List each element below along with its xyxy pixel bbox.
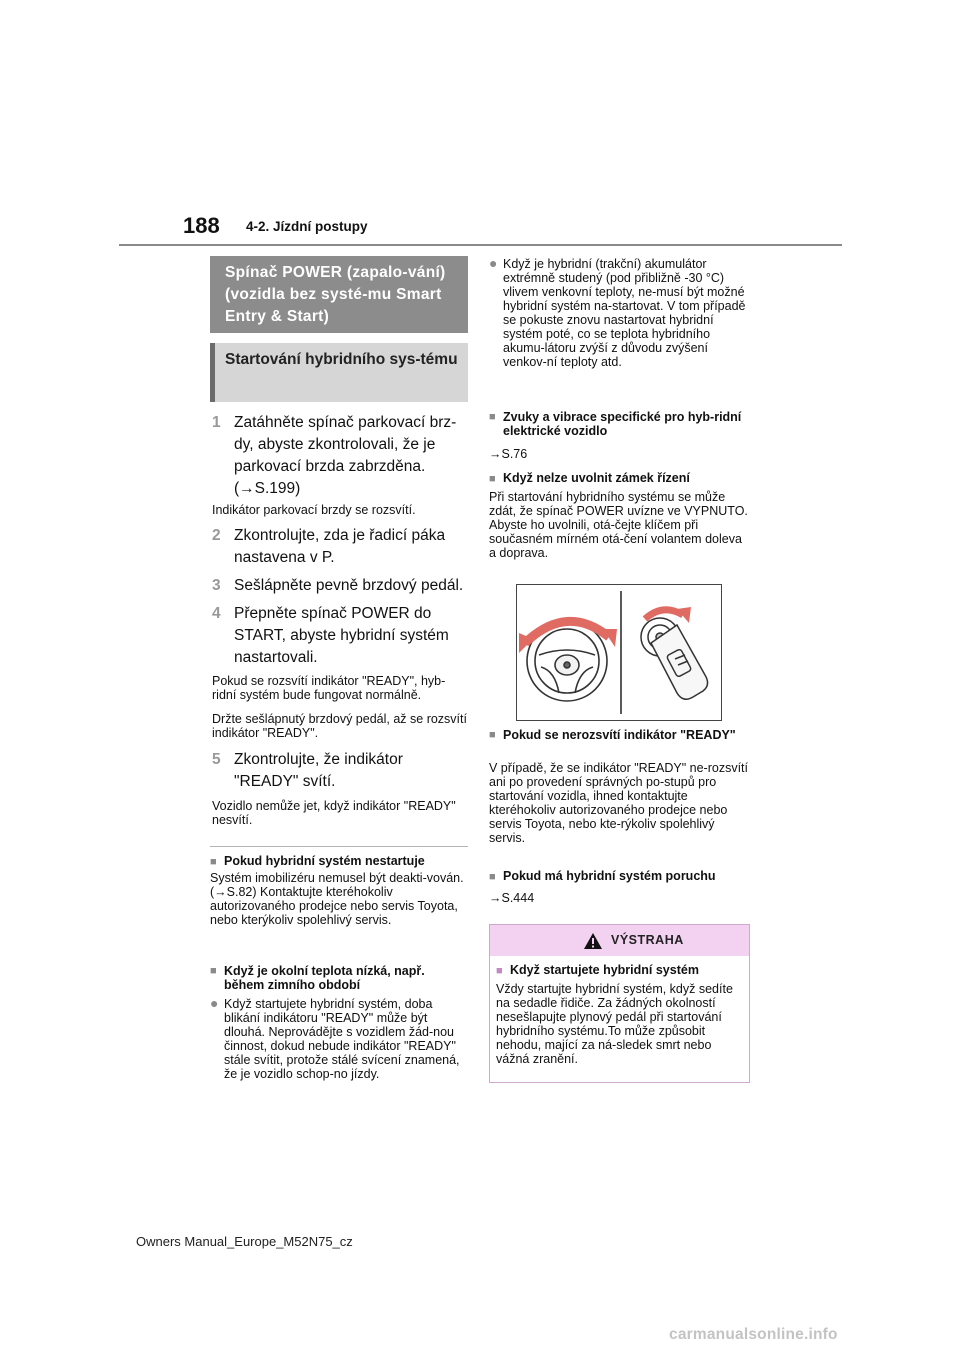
page-number: 188 <box>183 213 220 238</box>
step-text: Přepněte spínač POWER do START, abyste hybridní systém nastartovali. <box>234 605 449 666</box>
step-number: 5 <box>212 751 221 768</box>
header-divider <box>119 244 842 246</box>
warning-box <box>489 924 750 1083</box>
step-text: Zkontrolujte, zda je řadicí páka nastavena v P. <box>234 527 446 566</box>
warning-title: VÝSTRAHA <box>611 933 684 947</box>
step-text: Zkontrolujte, že indikátor "READY" svítí. <box>234 751 403 790</box>
paragraph-steering-lock: Při startování hybridního systému se může zdát, že spínač POWER uvízne ve VYPNUTO. Abyste ho uvolnili, otá-čejte klíčem při současném mírném otá-čení volantem doleva a doprava. <box>489 490 748 560</box>
warning-subheading: ■ Když startujete hybridní systém <box>496 963 699 977</box>
step-1 <box>212 412 468 500</box>
step-3 <box>212 575 468 597</box>
watermark: carmanualsonline.info <box>669 1326 838 1343</box>
steering-key-illustration <box>516 584 722 721</box>
square-bullet-icon: ■ <box>489 729 496 741</box>
step-4-note-ready: Pokud se rozsvítí indikátor "READY", hyb-ridní systém bude fungovat normálně. <box>212 674 446 702</box>
step-number: 3 <box>212 577 221 594</box>
square-bullet-icon: ■ <box>489 871 496 883</box>
subheading-steering-lock: ■ Když nelze uvolnit zámek řízení <box>489 471 690 485</box>
paragraph-ready-off: V případě, že se indikátor "READY" ne-rozsvítí ani po provedení správných po-stupů pro startování vozidla, ihned kontaktujte kteréhokoliv autorizovaného prodejce nebo servis Toyota, nebo kte-rýkoliv spolehlivý servis. <box>489 761 748 845</box>
section-divider <box>210 846 468 847</box>
square-bullet-icon: ■ <box>489 473 496 485</box>
circle-bullet-icon: ● <box>210 995 219 1011</box>
illustration-svg <box>517 585 721 720</box>
bullet-cold-battery: ● Když je hybridní (trakční) akumulátor extrémně studený (pod přibližně -30 °C) vlivem venkovní teploty, ne-musí být možné hybridní systém na-startovat. V tom případě se pokuste znovu nastartovat hybridní systém poté, co se teplota hybridního akumu-látoru zvýší z důvodu zvýšení venkov-ní teploty atd. <box>489 255 746 369</box>
section-heading-power-switch: Spínač POWER (zapalo-vání) (vozidla bez systé-mu Smart Entry & Start) <box>225 264 446 325</box>
section-box-starting <box>210 343 468 402</box>
subheading-ready-off: ■ Pokud se nerozsvítí indikátor "READY" <box>489 728 736 742</box>
step-number: 4 <box>212 605 221 622</box>
step-5-note: Vozidlo nemůže jet, když indikátor "READY" nesvítí. <box>212 799 456 827</box>
warning-header <box>490 925 749 956</box>
square-bullet-icon: ■ <box>210 965 217 977</box>
warning-triangle-icon <box>583 932 603 950</box>
step-number: 2 <box>212 527 221 544</box>
step-text: Sešlápněte pevně brzdový pedál. <box>234 577 464 594</box>
step-2 <box>212 525 468 569</box>
subheading-not-start: ■ Pokud hybridní systém nestartuje <box>210 854 425 868</box>
section-title: 4-2. Jízdní postupy <box>246 219 368 234</box>
section-box-power-switch <box>210 256 468 333</box>
step-4 <box>212 603 468 669</box>
paragraph-not-start: Systém imobilizéru nemusel být deakti-vován. (→S.82) Kontaktujte kteréhokoliv autorizovaného prodejce nebo servis Toyota, nebo kterýkoliv spolehlivý servis. <box>210 871 464 927</box>
warning-text: Vždy startujte hybridní systém, když sedíte na sedadle řidiče. Za žádných okolností nesešlapujte plynový pedál při startování hybridního systému.To může způsobit nehodu, mající za ná-sledek smrt nebo vážná zranění. <box>496 982 733 1066</box>
step-5 <box>212 749 468 793</box>
square-bullet-icon: ■ <box>489 411 496 423</box>
square-bullet-icon: ■ <box>496 965 503 977</box>
square-bullet-icon: ■ <box>210 856 217 868</box>
subheading-fault: ■ Pokud má hybridní systém poruchu <box>489 869 716 883</box>
rotation-arrow-icon <box>519 621 617 653</box>
footer-doc-id: Owners Manual_Europe_M52N75_cz <box>136 1234 353 1249</box>
subheading-low-temp: ■ Když je okolní teplota nízká, např. během zimního období <box>210 964 425 992</box>
bullet-low-temp: ● Když startujete hybridní systém, doba blikání indikátoru "READY" může být dlouhá. Neprovádějte s vozidlem žád-nou činnost, dokud nebude indikátor "READY" stále svítit, protože stálé svícení znamená, že je vozidlo schop-no jízdy. <box>210 995 460 1081</box>
reference-sounds[interactable]: →S.76 <box>489 447 528 461</box>
reference-fault[interactable]: →S.444 <box>489 891 535 905</box>
ignition-key-icon <box>641 618 708 699</box>
circle-bullet-icon: ● <box>489 255 498 271</box>
section-heading-starting: Startování hybridního sys-tému <box>225 351 458 368</box>
step-1-note: Indikátor parkovací brzdy se rozsvítí. <box>212 503 416 517</box>
step-number: 1 <box>212 414 221 431</box>
subheading-sounds: ■ Zvuky a vibrace specifické pro hyb-ridní elektrické vozidlo <box>489 410 742 438</box>
step-text: Zatáhněte spínač parkovací brz-dy, abyste zkontrolovali, že je parkovací brzda zabrzděna. (→S.199) <box>234 414 457 497</box>
step-4-note-brake: Držte sešlápnutý brzdový pedál, až se rozsvítí indikátor "READY". <box>212 712 467 740</box>
